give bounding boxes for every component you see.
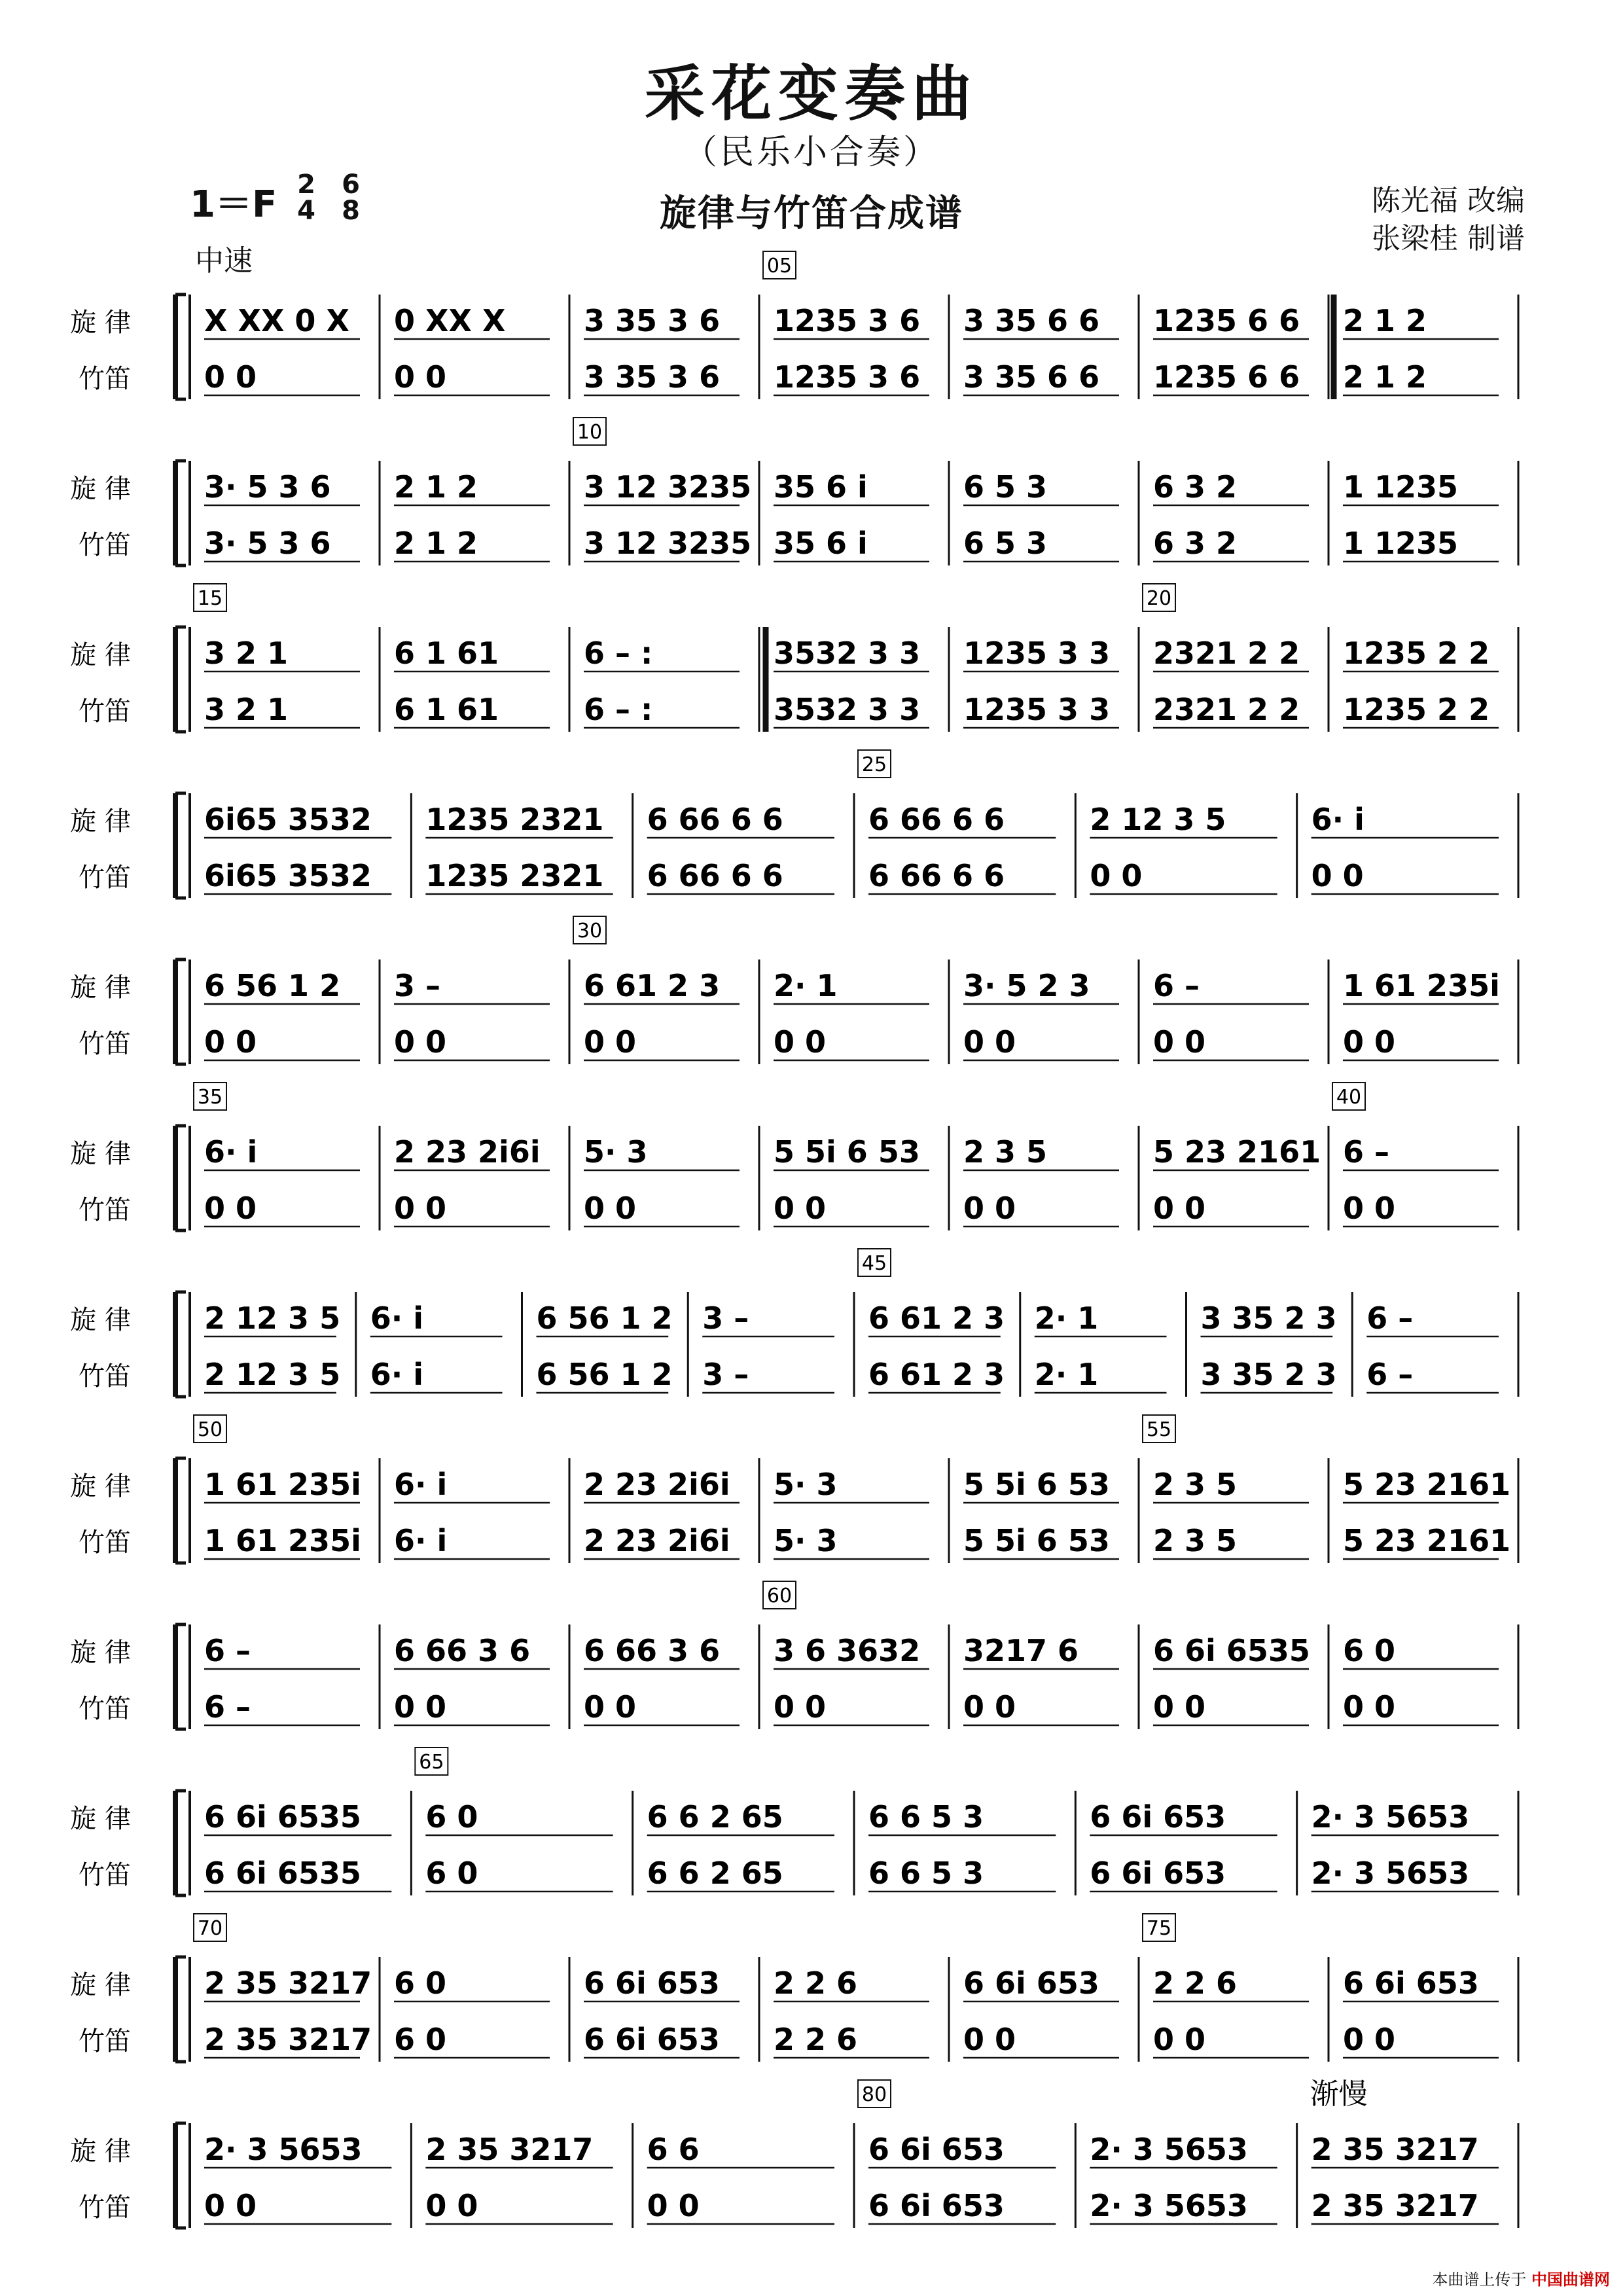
flute-notes: 0 0 [1311,858,1364,893]
melody-notes: 1 61 235i [204,1467,361,1502]
melody-notes: 6 6 2 65 [647,1799,783,1835]
flute-notes: 6 56 1 2 [536,1357,673,1392]
melody-notes: 6 – [1366,1300,1414,1336]
flute-notes: 3 35 6 6 [963,359,1100,395]
melody-notes: 6 6i 653 [868,2132,1005,2167]
melody-notes: 3 6 3632 [774,1633,921,1668]
flute-notes: 0 0 [774,1191,827,1226]
flute-notes: 6 66 6 6 [647,858,783,893]
melody-notes: 6 1 61 [394,636,499,671]
melody-notes: 6· i [370,1300,424,1336]
part-label-melody: 旋 律 [70,1305,131,1335]
flute-notes: 0 0 [394,359,447,395]
part-label-melody: 旋 律 [70,640,131,670]
part-label-flute: 竹笛 [79,530,131,560]
flute-notes: 6 – : [584,692,653,727]
melody-notes: 2 23 2i6i [394,1134,541,1170]
melody-notes: 2· 1 [1034,1300,1099,1336]
melody-notes: 3 12 3235 [584,469,752,505]
melody-notes: 3 35 2 3 [1200,1300,1337,1336]
score-title: 采花变奏曲 [644,58,978,129]
flute-notes: 3 12 3235 [584,526,752,561]
flute-notes: 5· 3 [774,1523,838,1558]
time-sig-bottom: 8 [342,196,360,226]
melody-notes: 2 12 3 5 [1090,802,1226,837]
part-label-flute: 竹笛 [79,1029,131,1059]
melody-notes: 2 35 3217 [1311,2132,1479,2167]
flute-notes: 6 0 [394,2022,447,2057]
melody-notes: 1235 6 6 [1153,303,1300,338]
flute-notes: 0 0 [425,2188,478,2223]
melody-notes: 6 0 [1343,1633,1396,1668]
melody-notes: 3 35 6 6 [963,303,1100,338]
melody-notes: 1235 2 2 [1343,636,1490,671]
melody-notes: 6 0 [425,1799,478,1835]
melody-notes: 2· 1 [774,968,838,1003]
measure-number: 45 [861,1252,887,1275]
flute-notes: 6 5 3 [963,526,1048,561]
tempo-mark-start: 中速 [195,244,253,278]
flute-notes: 6 0 [425,1856,478,1891]
flute-notes: 0 0 [204,359,257,395]
flute-notes: 0 0 [774,1689,827,1725]
flute-notes: 0 0 [394,1689,447,1725]
flute-notes: 35 6 i [774,526,868,561]
part-label-flute: 竹笛 [79,1195,131,1225]
flute-notes: 1235 2 2 [1343,692,1490,727]
melody-notes: 2 35 3217 [204,1965,372,2001]
measure-number: 55 [1146,1418,1172,1441]
measure-number: 25 [861,753,887,776]
watermark [1432,2267,1610,2289]
flute-notes: 6 3 2 [1153,526,1238,561]
flute-notes: 0 0 [1153,2022,1206,2057]
melody-notes: 0 XX X [394,303,506,338]
flute-notes: 0 0 [204,1024,257,1060]
melody-notes: 2 1 2 [394,469,478,505]
watermark-brand: 中国曲谱网 [1531,2270,1610,2289]
flute-notes: 6 – [204,1689,251,1725]
melody-notes: 6i65 3532 [204,802,372,837]
flute-notes: 6 6i 653 [868,2188,1005,2223]
part-label-melody: 旋 律 [70,1471,131,1501]
flute-notes: 0 0 [963,1191,1016,1226]
melody-notes: 5 5i 6 53 [774,1134,920,1170]
flute-notes: 6 6i 6535 [204,1856,361,1891]
flute-notes: 2 35 3217 [204,2022,372,2057]
part-label-flute: 竹笛 [79,1694,131,1724]
flute-notes: 2 1 2 [1343,359,1427,395]
flute-notes: 0 0 [394,1191,447,1226]
measure-number: 70 [197,1917,223,1940]
flute-notes: 2 23 2i6i [584,1523,730,1558]
flute-notes: 1235 3 3 [963,692,1111,727]
measure-number: 30 [577,920,603,942]
melody-notes: 1 1235 [1343,469,1459,505]
melody-notes: 6 6 5 3 [868,1799,984,1835]
melody-notes: 6 66 6 6 [647,802,783,837]
measure-number: 60 [766,1585,793,1607]
melody-notes: 2 1 2 [1343,303,1427,338]
melody-notes: 6 – [204,1633,251,1668]
score-version-label: 旋律与竹笛合成谱 [660,192,963,235]
part-label-flute: 竹笛 [79,696,131,726]
part-label-melody: 旋 律 [70,308,131,338]
part-label-melody: 旋 律 [70,806,131,836]
flute-notes: 0 0 [584,1689,637,1725]
melody-notes: 6 56 1 2 [536,1300,673,1336]
part-label-flute: 竹笛 [79,1361,131,1391]
flute-notes: 1235 3 6 [774,359,921,395]
melody-notes: 5· 3 [774,1467,838,1502]
time-sig-bottom: 4 [297,196,315,226]
melody-notes: 6 66 3 6 [584,1633,721,1668]
part-label-melody: 旋 律 [70,1139,131,1169]
flute-notes: 2· 3 5653 [1311,1856,1470,1891]
part-label-melody: 旋 律 [70,1970,131,2000]
measure-number: 50 [197,1418,223,1441]
flute-notes: 1 61 235i [204,1523,361,1558]
tempo-mark-end: 渐慢 [1310,2077,1368,2111]
measure-number: 35 [197,1086,223,1109]
melody-notes: 6 61 2 3 [584,968,721,1003]
melody-notes: 1235 3 3 [963,636,1111,671]
flute-notes: 3 2 1 [204,692,289,727]
flute-notes: 0 0 [963,1024,1016,1060]
melody-notes: 3217 6 [963,1633,1079,1668]
melody-notes: 2· 3 5653 [204,2132,363,2167]
flute-notes: 0 0 [1153,1191,1206,1226]
measure-number: 65 [419,1751,444,1774]
flute-notes: 0 0 [1153,1689,1206,1725]
flute-notes: 0 0 [963,2022,1016,2057]
measure-number: 40 [1336,1086,1362,1109]
melody-notes: 6 66 6 6 [868,802,1005,837]
flute-notes: 3 35 3 6 [584,359,721,395]
melody-notes: 6 6i 6535 [204,1799,361,1835]
melody-notes: 3 2 1 [204,636,289,671]
flute-notes: 2 35 3217 [1311,2188,1479,2223]
melody-notes: 3 35 3 6 [584,303,721,338]
melody-notes: 2 23 2i6i [584,1467,730,1502]
melody-notes: 2· 3 5653 [1090,2132,1248,2167]
melody-notes: 6 – [1343,1134,1390,1170]
melody-notes: 1235 3 6 [774,303,921,338]
flute-notes: 3532 3 3 [774,692,921,727]
melody-notes: 6 6i 653 [1090,1799,1226,1835]
part-label-flute: 竹笛 [79,1860,131,1890]
part-label-melody: 旋 律 [70,1804,131,1834]
part-label-flute: 竹笛 [79,863,131,893]
flute-notes: 2· 1 [1034,1357,1099,1392]
flute-notes: 0 0 [1343,1024,1396,1060]
key-signature: 1＝F [190,183,277,226]
melody-notes: 2321 2 2 [1153,636,1300,671]
melody-notes: 2 3 5 [1153,1467,1238,1502]
melody-notes: 6 – [1153,968,1200,1003]
melody-notes: 6 3 2 [1153,469,1238,505]
measure-number: 75 [1146,1917,1172,1940]
melody-notes: 5 23 2161 [1153,1134,1321,1170]
transcriber-credit: 张梁桂 制谱 [1372,222,1525,255]
melody-notes: 3 – [702,1300,749,1336]
flute-notes: 2 12 3 5 [204,1357,341,1392]
melody-notes: 6 0 [394,1965,447,2001]
flute-notes: 0 0 [204,1191,257,1226]
melody-notes: 2 2 6 [1153,1965,1238,2001]
melody-notes: 6 – : [584,636,653,671]
part-label-flute: 竹笛 [79,364,131,394]
measure-number: 80 [861,2083,887,2106]
flute-notes: 0 0 [1090,858,1143,893]
melody-notes: 6 66 3 6 [394,1633,531,1668]
melody-notes: 2 12 3 5 [204,1300,341,1336]
melody-notes: 6 6i 653 [963,1965,1099,2001]
flute-notes: 6 6 2 65 [647,1856,783,1891]
flute-notes: 5 5i 6 53 [963,1523,1110,1558]
arranger-credit: 陈光福 改编 [1372,184,1525,217]
flute-notes: 6 6 5 3 [868,1856,984,1891]
flute-notes: 0 0 [963,1689,1016,1725]
melody-notes: 6 6i 6535 [1153,1633,1310,1668]
flute-notes: 6i65 3532 [204,858,372,893]
melody-notes: 6 6i 653 [1343,1965,1479,2001]
flute-notes: 2· 3 5653 [1090,2188,1248,2223]
part-label-flute: 竹笛 [79,1528,131,1558]
watermark-prefix: 本曲谱上传于 [1432,2270,1527,2289]
flute-notes: 2321 2 2 [1153,692,1300,727]
flute-notes: 6· i [370,1357,424,1392]
flute-notes: 6 66 6 6 [868,858,1005,893]
flute-notes: 1235 2321 [425,858,604,893]
melody-notes: 35 6 i [774,469,868,505]
melody-notes: 5 23 2161 [1343,1467,1511,1502]
flute-notes: 3 – [702,1357,749,1392]
melody-notes: 1 61 235i [1343,968,1500,1003]
melody-notes: 3532 3 3 [774,636,921,671]
melody-notes: 6 56 1 2 [204,968,341,1003]
measure-number: 15 [197,587,223,610]
flute-notes: 1 1235 [1343,526,1459,561]
melody-notes: 5· 3 [584,1134,648,1170]
flute-notes: 6 – [1366,1357,1414,1392]
flute-notes: 6 6i 653 [584,2022,720,2057]
melody-notes: 6· i [394,1467,448,1502]
time-sig-top: 2 [297,170,315,200]
flute-notes: 3· 5 3 6 [204,526,331,561]
flute-notes: 2 3 5 [1153,1523,1238,1558]
flute-notes: 0 0 [1343,1689,1396,1725]
melody-notes: 2 2 6 [774,1965,858,2001]
flute-notes: 6 61 2 3 [868,1357,1005,1392]
melody-notes: 3· 5 3 6 [204,469,331,505]
melody-notes: 2 3 5 [963,1134,1048,1170]
flute-notes: 1235 6 6 [1153,359,1300,395]
flute-notes: 0 0 [394,1024,447,1060]
flute-notes: 0 0 [584,1191,637,1226]
flute-notes: 0 0 [647,2188,700,2223]
part-label-flute: 竹笛 [79,2193,131,2223]
melody-notes: 5 5i 6 53 [963,1467,1110,1502]
melody-notes: 6 5 3 [963,469,1048,505]
melody-notes: 2· 3 5653 [1311,1799,1470,1835]
flute-notes: 0 0 [774,1024,827,1060]
measure-number: 10 [577,421,603,444]
part-label-melody: 旋 律 [70,973,131,1003]
flute-notes: 0 0 [584,1024,637,1060]
melody-notes: 6· i [1311,802,1364,837]
part-label-flute: 竹笛 [79,2026,131,2056]
melody-notes: 2 35 3217 [425,2132,594,2167]
part-label-melody: 旋 律 [70,474,131,504]
flute-notes: 5 23 2161 [1343,1523,1511,1558]
flute-notes: 2 1 2 [394,526,478,561]
measure-number: 05 [766,255,793,278]
time-sig-top: 6 [342,170,360,200]
melody-notes: X XX 0 X [204,303,349,338]
part-label-melody: 旋 律 [70,1638,131,1668]
melody-notes: 1235 2321 [425,802,604,837]
melody-notes: 6 6i 653 [584,1965,720,2001]
flute-notes: 6· i [394,1523,448,1558]
flute-notes: 6 1 61 [394,692,499,727]
melody-notes: 3· 5 2 3 [963,968,1090,1003]
melody-notes: 3 – [394,968,441,1003]
flute-notes: 0 0 [204,2188,257,2223]
melody-notes: 6 61 2 3 [868,1300,1005,1336]
melody-notes: 6 6 [647,2132,700,2167]
score-subtitle: （民乐小合奏） [683,133,940,172]
flute-notes: 0 0 [1343,2022,1396,2057]
melody-notes: 6· i [204,1134,258,1170]
flute-notes: 6 6i 653 [1090,1856,1226,1891]
measure-number: 20 [1146,587,1172,610]
flute-notes: 3 35 2 3 [1200,1357,1337,1392]
part-label-melody: 旋 律 [70,2136,131,2166]
flute-notes: 2 2 6 [774,2022,858,2057]
flute-notes: 0 0 [1343,1191,1396,1226]
flute-notes: 0 0 [1153,1024,1206,1060]
